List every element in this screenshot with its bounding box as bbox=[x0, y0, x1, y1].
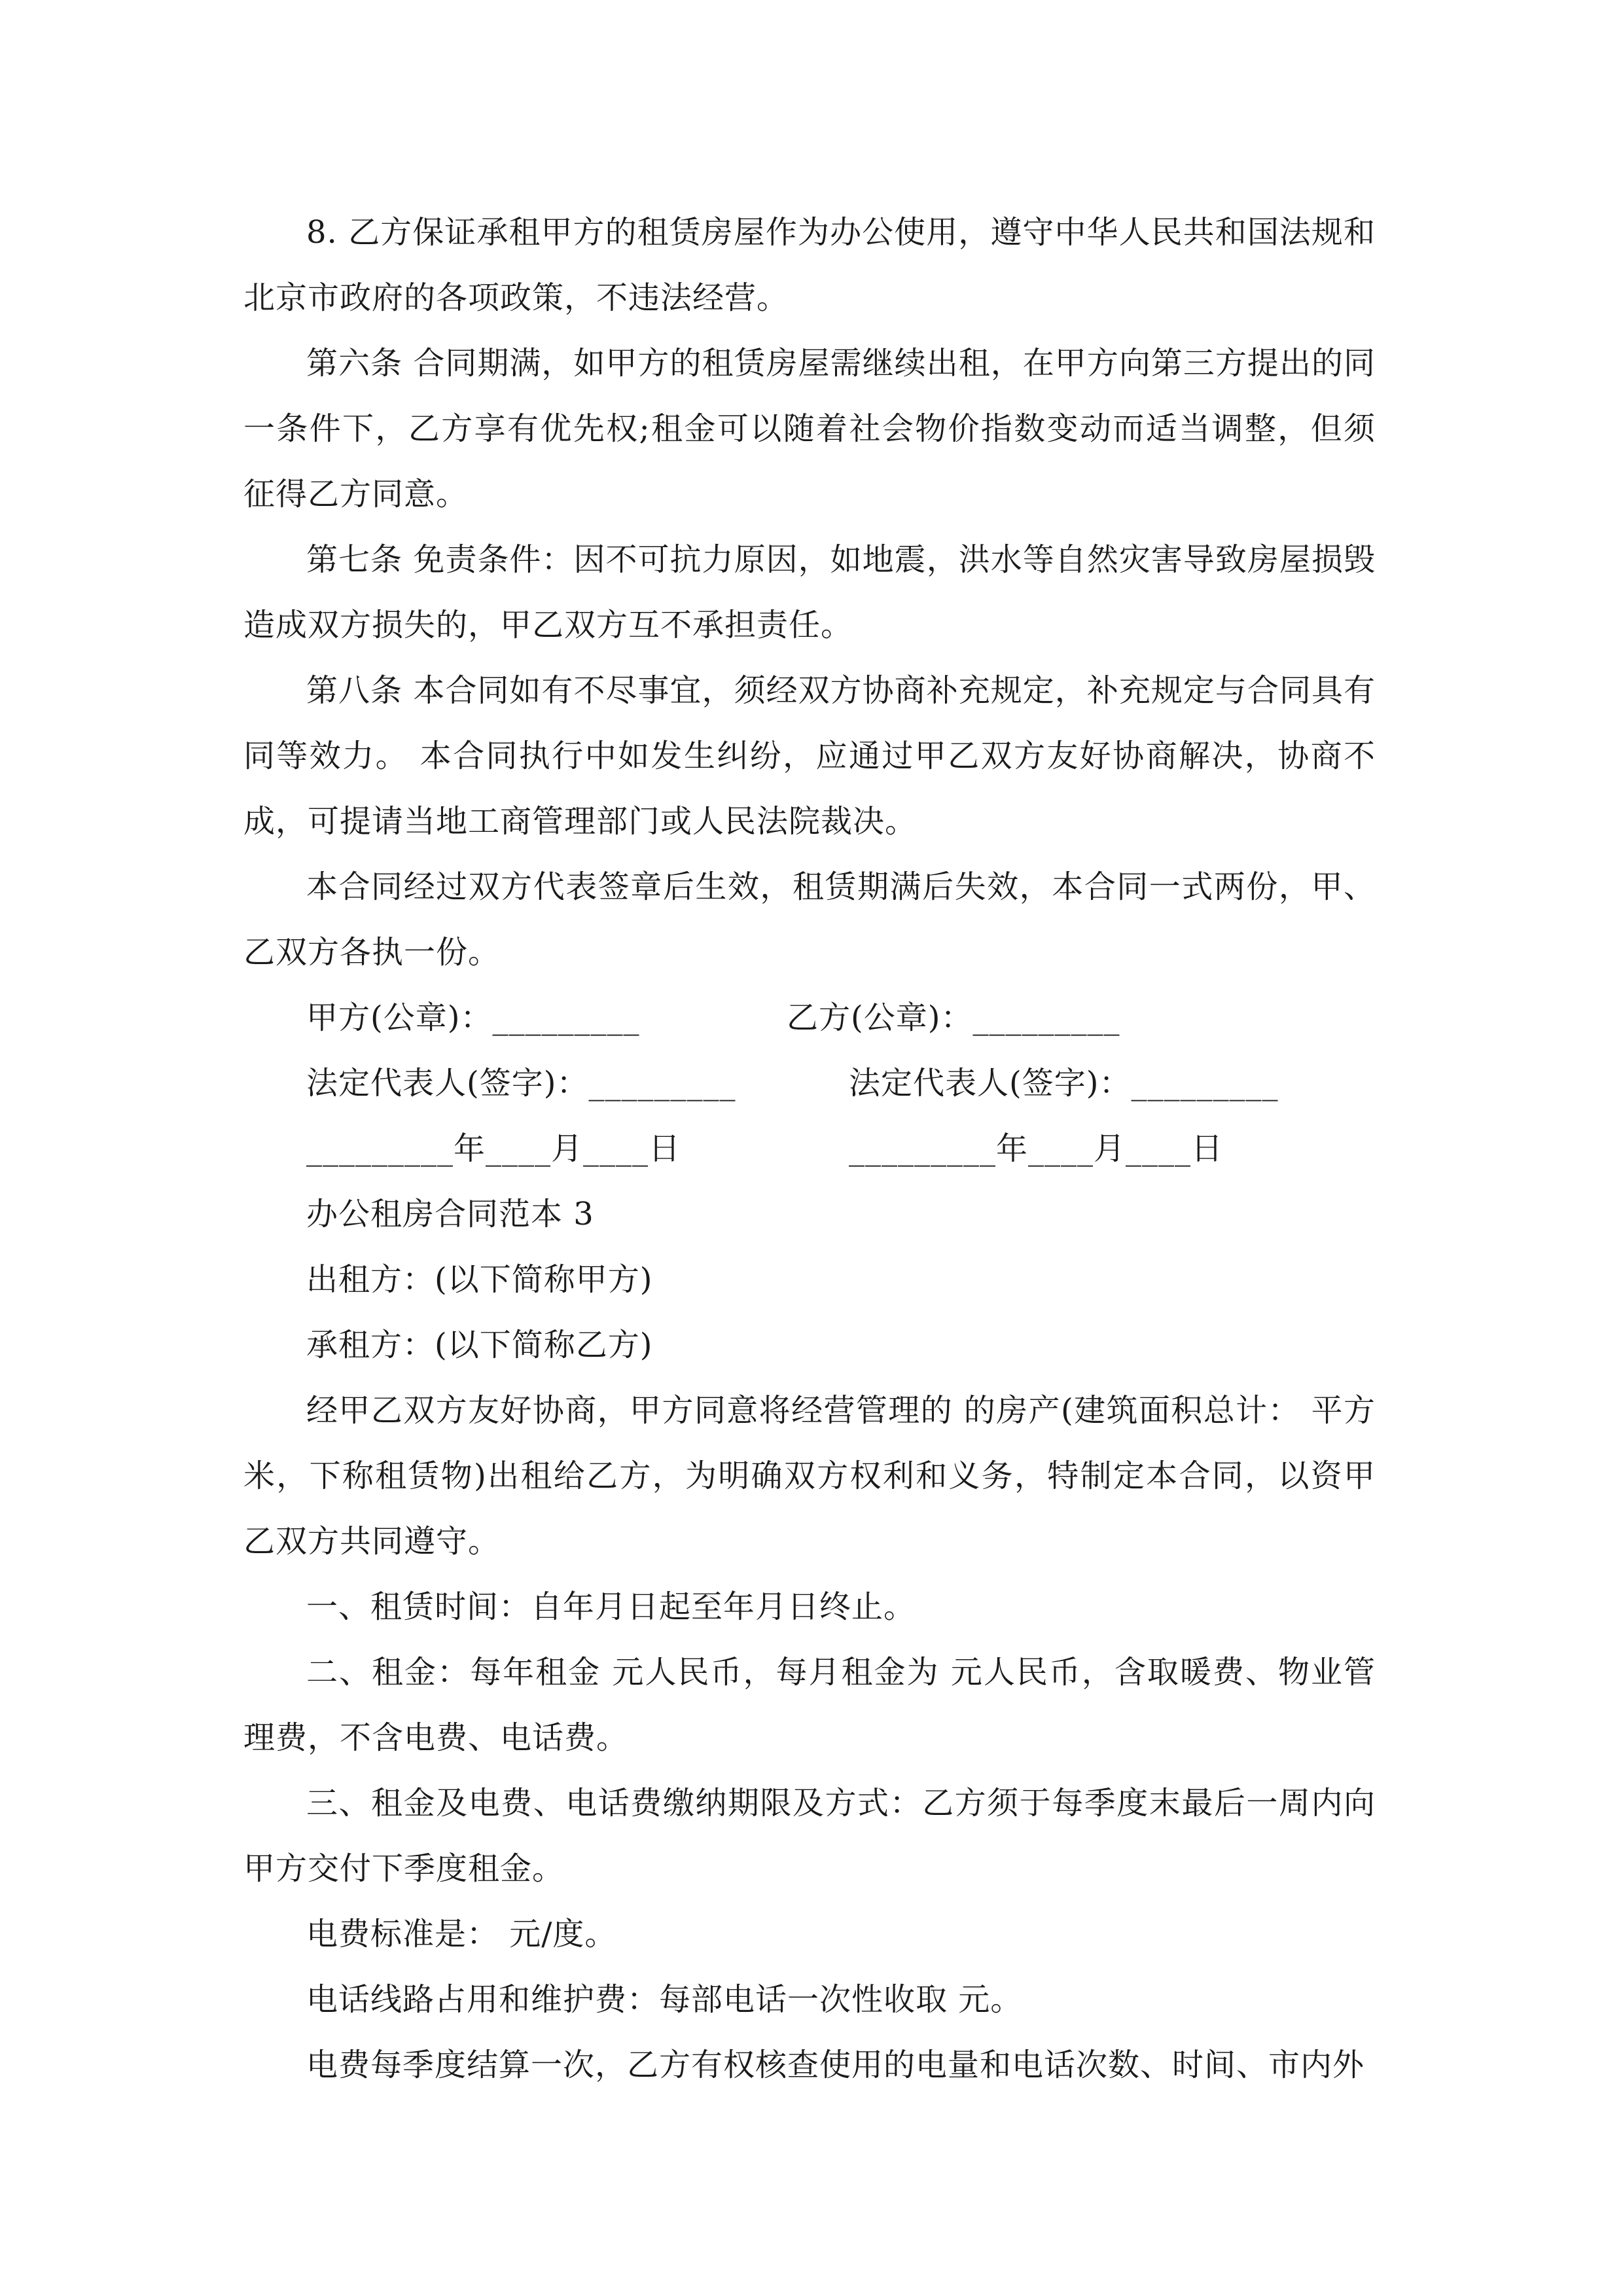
party-a-date-field: _________年____月____日 bbox=[306, 1130, 681, 1167]
signature-row-date bbox=[243, 1116, 1376, 1181]
paragraph-quarterly-settlement: 电费每季度结算一次，乙方有权核查使用的电量和电话次数、时间、市内外 bbox=[306, 2047, 1365, 2083]
paragraph-lease-term: 一、租赁时间：自年月日起至年月日终止。 bbox=[306, 1588, 916, 1625]
party-a-seal-field: 甲方(公章)：_________ bbox=[306, 999, 640, 1036]
paragraph-electricity-rate: 电费标准是： 元/度。 bbox=[306, 1916, 617, 1952]
party-b-representative-field: 法定代表人(签字)：_________ bbox=[849, 1065, 1279, 1102]
lessee-line: 承租方：(以下简称乙方) bbox=[306, 1327, 653, 1363]
paragraph-preamble: 经甲乙双方友好协商，甲方同意将经营管理的 的房产(建筑面积总计： 平方米，下称租赁物)出租给乙方，为明确双方权利和义务，特制定本合同，以资甲乙双方共同遵守。 bbox=[243, 1392, 1376, 1560]
paragraph-article-7: 第七条 免责条件：因不可抗力原因，如地震，洪水等自然灾害导致房屋损毁造成双方损失的，甲乙双方互不承担责任。 bbox=[243, 541, 1376, 643]
party-b-seal-field: 乙方(公章)：_________ bbox=[787, 999, 1120, 1036]
document-body bbox=[243, 200, 1376, 2098]
lessor-line: 出租方：(以下简称甲方) bbox=[306, 1261, 653, 1298]
paragraph-payment-terms: 三、租金及电费、电话费缴纳期限及方式：乙方须于每季度末最后一周内向甲方交付下季度租金。 bbox=[243, 1785, 1376, 1887]
paragraph-effectiveness: 本合同经过双方代表签章后生效，租赁期满后失效，本合同一式两份，甲、乙双方各执一份。 bbox=[243, 869, 1376, 971]
party-a-representative-field: 法定代表人(签字)：_________ bbox=[306, 1065, 736, 1102]
signature-row-representative bbox=[243, 1050, 1376, 1116]
paragraph-rent: 二、租金：每年租金 元人民币，每月租金为 元人民币，含取暖费、物业管理费，不含电费、电话费。 bbox=[243, 1654, 1376, 1756]
party-b-date-field: _________年____月____日 bbox=[849, 1130, 1224, 1167]
paragraph-article-8: 第八条 本合同如有不尽事宜，须经双方协商补充规定，补充规定与合同具有同等效力。 本合同执行中如发生纠纷，应通过甲乙双方友好协商解决，协商不成，可提请当地工商管理部门或人民法院裁决。 bbox=[243, 672, 1376, 840]
paragraph-phone-fee: 电话线路占用和维护费：每部电话一次性收取 元。 bbox=[306, 1981, 1023, 2018]
paragraph-article-6: 第六条 合同期满，如甲方的租赁房屋需继续出租，在甲方向第三方提出的同一条件下，乙方享有优先权;租金可以随着社会物价指数变动而适当调整，但须征得乙方同意。 bbox=[243, 345, 1376, 512]
signature-row-seal bbox=[243, 985, 1376, 1050]
paragraph-clause-8: 8. 乙方保证承租甲方的租赁房屋作为办公使用，遵守中华人民共和国法规和北京市政府的各项政策，不违法经营。 bbox=[243, 214, 1376, 316]
section-title: 办公租房合同范本 3 bbox=[306, 1196, 594, 1232]
